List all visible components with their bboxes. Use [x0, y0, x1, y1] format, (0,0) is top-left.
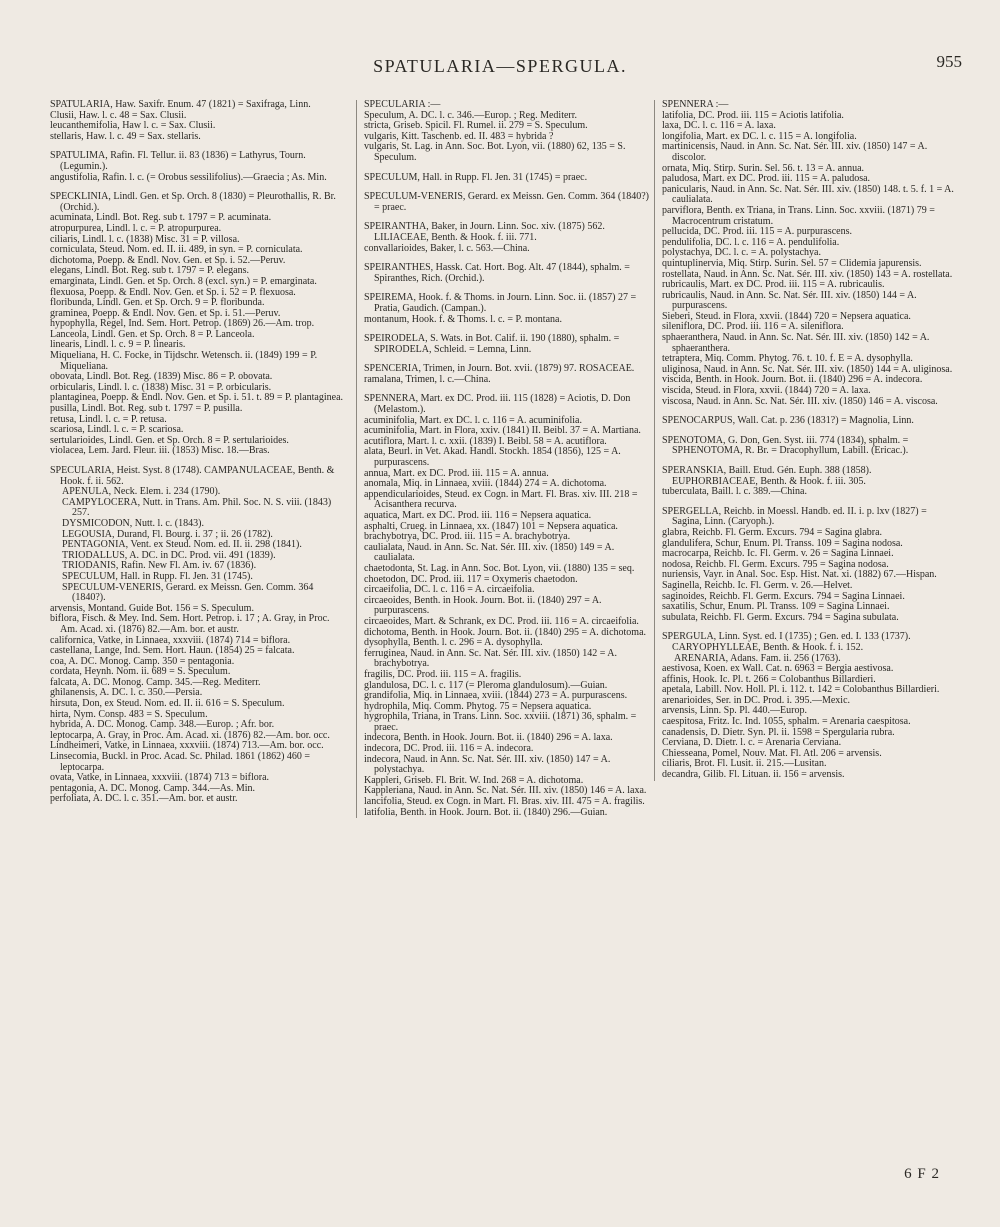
entry: hydrophila, Miq. Comm. Phytog. 75 = Nepsera aquatica. [364, 700, 592, 712]
entry: decandra, Gilib. Fl. Lituan. ii. 156 = arvensis. [662, 769, 845, 781]
entry: SPECULARIA, Heist. Syst. 8 (1748). CAMPANULACEAE, Benth. & Hook. f. ii. 562. [50, 465, 335, 487]
entry: appendicularioides, Steud. ex Cogn. in Mart. Fl. Bras. xiv. III. 218 = Acisanthera recurva. [364, 488, 638, 511]
entry: acuminata, Lindl. Bot. Reg. sub t. 1797 = P. acuminata. [50, 212, 272, 224]
entry: Lanceola, Lindl. Gen. et Sp. Orch. 8 = P. Lanceola. [50, 328, 255, 340]
entry: ghilanensis, A. DC. l. c. 350.—Persia. [50, 687, 203, 699]
entry: paludosa, Mart. ex DC. Prod. iii. 115 = A. paludosa. [662, 173, 871, 185]
entry: ciliaris, Brot. Fl. Lusit. ii. 215.—Lusitan. [662, 758, 827, 770]
entry: grandifolia, Miq. in Linnaea, xviii. (1844) 273 = A. purpurascens. [364, 690, 628, 702]
entry: SPECKLINIA, Lindl. Gen. et Sp. Orch. 8 (1830) = Pleurothallis, R. Br. (Orchid.). [50, 191, 336, 213]
entry: APENULA, Neck. Elem. i. 234 (1790). [62, 486, 221, 498]
entry: Kappleri, Griseb. Fl. Brit. W. Ind. 268 = A. dichotoma. [364, 774, 584, 786]
entry: elegans, Lindl. Bot. Reg. sub t. 1797 = P. elegans. [50, 265, 249, 277]
entry: Chiesseana, Pomel, Nouv. Mat. Fl. Atl. 206 = arvensis. [662, 747, 882, 759]
entry: perfoliata, A. DC. l. c. 351.—Am. bor. et austr. [50, 793, 238, 805]
entry: orbicularis, Lindl. l. c. (1838) Misc. 31 = P. orbicularis. [50, 381, 272, 393]
entry: SPECULUM-VENERIS, Gerard. ex Meissn. Gen. Comm. 364 (1840?) = praec. [364, 191, 649, 213]
entry: acuminifolia, Mart. ex DC. l. c. 116 = A. acuminifolia. [364, 414, 582, 426]
page-header [0, 0, 1000, 90]
entry: TRIODANIS, Rafin. New Fl. Am. iv. 67 (1836). [62, 560, 257, 572]
entry: leucanthemifolia, Haw l. c. = Sax. Clusii. [50, 120, 216, 132]
entry: glandulifera, Schur, Enum. Pl. Transs. 109 = Sagina nodosa. [662, 537, 903, 549]
entry: obovata, Lindl. Bot. Reg. (1839) Misc. 86 = P. obovata. [50, 371, 273, 383]
entry: TRIODALLUS, A. DC. in DC. Prod. vii. 491 (1839). [62, 549, 276, 561]
entry: tuberculata, Baill. l. c. 389.—China. [662, 486, 807, 498]
entry: circaeoides, Mart. & Schrank, ex DC. Prod. iii. 116 = A. circaeifolia. [364, 615, 639, 627]
entry: saginoides, Reichb. Fl. Germ. Excurs. 794 = Sagina Linnaei. [662, 590, 905, 602]
entry: dichotoma, Poepp. & Endl. Nov. Gen. et Sp. i. 52.—Peruv. [50, 254, 286, 266]
entry: cordata, Heynh. Nom. ii. 689 = S. Speculum. [50, 666, 231, 678]
entry: falcata, A. DC. Monog. Camp. 345.—Reg. Mediterr. [50, 676, 261, 688]
entry: LEGOUSIA, Durand, Fl. Bourg. i. 37 ; ii. 26 (1782). [62, 528, 273, 540]
entry: macrocarpa, Reichb. Ic. Fl. Germ. v. 26 = Sagina Linnaei. [662, 548, 894, 560]
entry: ramalana, Trimen, l. c.—China. [364, 373, 491, 385]
running-title: SPATULARIA—SPERGULA. [373, 56, 627, 76]
column-1 [50, 100, 346, 805]
entry: linearis, Lindl. l. c. 9 = P. linearis. [50, 339, 186, 351]
entry: uliginosa, Naud. in Ann. Sc. Nat. Sér. III. xiv. (1850) 144 = A. uliginosa. [662, 363, 953, 375]
entry: convallarioides, Baker, l. c. 563.—China. [364, 242, 530, 254]
entry: Linsecomia, Buckl. in Proc. Acad. Sc. Philad. 1861 (1862) 460 = leptocarpa. [50, 751, 311, 773]
entry: hirta, Nym. Consp. 483 = S. Speculum. [50, 708, 208, 720]
entry: caespitosa, Fritz. Ic. Ind. 1055, sphalm. = Arenaria caespitosa. [662, 716, 911, 728]
entry: apetala, Labill. Nov. Holl. Pl. i. 112. t. 142 = Colobanthus Billardieri. [662, 684, 940, 696]
entry: pentagonia, A. DC. Monog. Camp. 344.—As. Min. [50, 782, 255, 794]
entry: hybrida, A. DC. Monog. Camp. 348.—Europ. ; Afr. bor. [50, 719, 275, 731]
entry: SPENNERA, Mart. ex DC. Prod. iii. 115 (1828) = Aciotis, D. Don (Melastom.). [364, 393, 631, 416]
entry: rubricaulis, Naud. in Ann. Sc. Nat. Sér. III. xiv. (1850) 144 = A. purpurascens. [662, 289, 917, 312]
entry: fragilis, DC. Prod. iii. 115 = A. fragilis. [364, 668, 522, 680]
entry: Lindheimeri, Vatke, in Linnaea, xxxviii. (1874) 713.—Am. bor. occ. [50, 740, 324, 752]
entry: laxa, DC. l. c. 116 = A. laxa. [662, 120, 776, 132]
entry: ovata, Vatke, in Linnaea, xxxviii. (1874) 713 = biflora. [50, 772, 270, 784]
entry: glabra, Reichb. Fl. Germ. Excurs. 794 = Sagina glabra. [662, 526, 883, 538]
entry: sertularioides, Lindl. Gen. et Sp. Orch. 8 = P. sertularioides. [50, 434, 289, 446]
entry: SPENOTOMA, G. Don, Gen. Syst. iii. 774 (1834), sphalm. = SPHENOTOMA, R. Br. = Dracophyllum, Labill. (Ericac.). [662, 434, 909, 457]
entry: glandulosa, DC. l. c. 117 (= Pleroma glandulosum).—Guian. [364, 679, 608, 691]
entry: SPENNERA :— [662, 99, 729, 110]
entry: vulgaris, St. Lag. in Ann. Soc. Bot. Lyon, vii. (1880) 62, 135 = S. Speculum. [364, 141, 626, 163]
entry: nodosa, Reichb. Fl. Germ. Excurs. 795 = Sagina nodosa. [662, 558, 889, 570]
entry: flexuosa, Poepp. & Endl. Nov. Gen. et Sp. i. 52 = P. flexuosa. [50, 286, 296, 298]
entry: SPENOCARPUS, Wall. Cat. p. 236 (1831?) = Magnolia, Linn. [662, 415, 914, 427]
entry: Saginella, Reichb. Ic. Fl. Germ. v. 26.—Helvet. [662, 579, 853, 591]
entry: acuminifolia, Mart. in Flora, xxiv. (1841) II. Beibl. 37 = A. Martiana. [364, 425, 641, 437]
entry: nuriensis, Vayr. in Anal. Soc. Esp. Hist. Nat. xi. (1882) 67.—Hispan. [662, 569, 937, 581]
entry: brachybotrya, DC. Prod. iii. 115 = A. brachybotrya. [364, 531, 571, 543]
entry: floribunda, Lindl. Gen. et Sp. Orch. 9 = P. floribunda. [50, 297, 265, 309]
column-3 [654, 100, 956, 781]
entry: indecora, DC. Prod. iii. 116 = A. indecora. [364, 743, 534, 755]
entry: angustifolia, Rafin. l. c. (= Orobus sessilifolius).—Graecia ; As. Min. [50, 171, 327, 183]
column-2 [356, 100, 650, 818]
entry: graminea, Poepp. & Endl. Nov. Gen. et Sp. i. 51.—Peruv. [50, 307, 281, 319]
entry: SPECULUM, Hall. in Rupp. Fl. Jen. 31 (1745). [62, 570, 253, 582]
entry: leptocarpa, A. Gray, in Proc. Am. Acad. xi. (1876) 82.—Am. bor. occ. [50, 729, 330, 741]
entry: californica, Vatke, in Linnaea, xxxviii. (1874) 714 = biflora. [50, 634, 291, 646]
entry: SPATULIMA, Rafin. Fl. Tellur. ii. 83 (1836) = Lathyrus, Tourn. (Legumin.). [50, 150, 306, 172]
entry: ornata, Miq. Stirp. Surin. Sel. 56. t. 13 = A. annua. [662, 162, 865, 174]
entry: tetraptera, Miq. Comm. Phytog. 76. t. 10. f. E = A. dysophylla. [662, 353, 913, 365]
entry: alata, Beurl. in Vet. Akad. Handl. Stockh. 1854 (1856), 125 = A. purpurascens. [364, 446, 621, 469]
entry: asphalti, Crueg. in Linnaea, xx. (1847) 101 = Nepsera aquatica. [364, 520, 618, 532]
entry: pellucida, DC. Prod. iii. 115 = A. purpurascens. [662, 226, 852, 238]
entry: viscosa, Naud. in Ann. Sc. Nat. Sér. III. xiv. (1850) 146 = A. viscosa. [662, 395, 938, 407]
entry: SPEIRODELA, S. Wats. in Bot. Calif. ii. 190 (1880), sphalm. = SPIRODELA, Schleid. = Lemna, Linn. [364, 333, 620, 355]
entry: SPERANSKIA, Baill. Etud. Gén. Euph. 388 (1858). EUPHORBIACEAE, Benth. & Hook. f. iii. 305. [662, 465, 872, 487]
entry: latifolia, Benth. in Hook. Journ. Bot. ii. (1840) 296.—Guian. [364, 806, 608, 818]
entry: Speculum, A. DC. l. c. 346.—Europ. ; Reg. Mediterr. [364, 109, 578, 121]
entry: caulialata, Naud. in Ann. Sc. Nat. Sér. III. xiv. (1850) 149 = A. caulialata. [364, 541, 615, 564]
entry: choetodon, DC. Prod. iii. 117 = Oxymeris chaetodon. [364, 573, 578, 585]
entry: PENTAGONIA, Vent. ex Steud. Nom. ed. II. ii. 298 (1841). [62, 539, 302, 551]
entry: SPERGULA, Linn. Syst. ed. I (1735) ; Gen. ed. I. 133 (1737). CARYOPHYLLEAE, Benth. & Hook. f. i. 152. [662, 631, 911, 653]
entry: arvensis, Linn. Sp. Pl. 440.—Europ. [662, 705, 807, 717]
entry: sileniflora, DC. Prod. iii. 116 = A. sileniflora. [662, 321, 844, 333]
entry: lancifolia, Steud. ex Cogn. in Mart. Fl. Bras. xiv. III. 475 = A. fragilis. [364, 796, 645, 808]
entry: polystachya, DC. l. c. = A. polystachya. [662, 247, 821, 259]
entry: affinis, Hook. Ic. Pl. t. 266 = Colobanthus Billardieri. [662, 673, 876, 685]
entry: anomala, Miq. in Linnaea, xviii. (1844) 274 = A. dichotoma. [364, 478, 607, 490]
entry: hygrophila, Triana, in Trans. Linn. Soc. xxviii. (1871) 36, sphalm. = praec. [364, 711, 637, 733]
entry: dysophylla, Benth. l. c. 296 = A. dysophylla. [364, 637, 543, 649]
entry: scariosa, Lindl. l. c. = P. scariosa. [50, 424, 184, 436]
entry: aestivosa, Koen. ex Wall. Cat. n. 6963 = Bergia aestivosa. [662, 663, 894, 675]
entry: viscida, Steud. in Flora, xxvii. (1844) 720 = A. laxa. [662, 385, 871, 397]
entry: montanum, Hook. f. & Thoms. l. c. = P. montana. [364, 313, 562, 325]
entry: plantaginea, Poepp. & Endl. Nov. Gen. et Sp. i. 51. t. 89 = P. plantaginea. [50, 392, 344, 404]
entry: emarginata, Lindl. Gen. et Sp. Orch. 8 (excl. syn.) = P. emarginata. [50, 275, 317, 287]
entry: SPECULUM, Hall. in Rupp. Fl. Jen. 31 (1745) = praec. [364, 171, 588, 183]
entry: atropurpurea, Lindl. l. c. = P. atropurpurea. [50, 222, 222, 234]
entry: rostellata, Naud. in Ann. Sc. Nat. Sér. III. xiv. (1850) 143 = A. rostellata. [662, 268, 953, 280]
entry: ARENARIA, Adans. Fam. ii. 256 (1763). [674, 652, 841, 664]
entry: SPECULARIA :— [364, 99, 441, 110]
entry: arenarioides, Ser. in DC. Prod. i. 395.—Mexic. [662, 694, 851, 706]
entry: violacea, Lem. Jard. Fleur. iii. (1853) Misc. 18.—Bras. [50, 445, 270, 457]
entry: dichotoma, Benth. in Hook. Journ. Bot. ii. (1840) 295 = A. dichotoma. [364, 626, 647, 638]
entry: SPERGELLA, Reichb. in Moessl. Handb. ed. II. i. p. lxv (1827) = Sagina, Linn. (Caryoph.). [662, 505, 927, 528]
entry: SPEIRANTHA, Baker, in Journ. Linn. Soc. xiv. (1875) 562. LILIACEAE, Benth. & Hook. f. iii. 771. [364, 221, 605, 243]
entry: coa, A. DC. Monog. Camp. 350 = pentagonia. [50, 655, 235, 667]
entry: corniculata, Steud. Nom. ed. II. ii. 489, in syn. = P. corniculata. [50, 244, 303, 256]
entry: vulgaris, Kitt. Taschenb. ed. II. 483 = hybrida ? [364, 130, 554, 142]
entry: indecora, Benth. in Hook. Journ. Bot. ii. (1840) 296 = A. laxa. [364, 732, 613, 744]
entry: ciliaris, Lindl. l. c. (1838) Misc. 31 = P. villosa. [50, 233, 240, 245]
entry: sphaeranthera, Naud. in Ann. Sc. Nat. Sér. III. xiv. (1850) 142 = A. sphaeranthera. [662, 332, 930, 354]
entry: viscida, Benth. in Hook. Journ. Bot. ii. (1840) 296 = A. indecora. [662, 374, 923, 386]
entry: stellaris, Haw. l. c. 49 = Sax. stellaris. [50, 130, 201, 142]
entry: Kappleriana, Naud. in Ann. Sc. Nat. Sér. III. xiv. (1850) 146 = A. laxa. [364, 785, 647, 797]
entry: SPECULUM-VENERIS, Gerard. ex Meissn. Gen. Comm. 364 (1840?). [62, 581, 314, 604]
entry: chaetodonta, St. Lag. in Ann. Soc. Bot. Lyon, vii. (1880) 135 = seq. [364, 562, 635, 574]
entry: Sieberi, Steud. in Flora, xxvii. (1844) 720 = Nepsera aquatica. [662, 310, 911, 322]
entry: SPEIREMA, Hook. f. & Thoms. in Journ. Linn. Soc. ii. (1857) 27 = Pratia, Gaudich. (Campan.). [364, 292, 637, 314]
entry: circaeifolia, DC. l. c. 116 = A. circaeifolia. [364, 584, 535, 596]
signature-mark: 6 F 2 [904, 1166, 940, 1182]
entry: martinicensis, Naud. in Ann. Sc. Nat. Sér. III. xiv. (1850) 147 = A. discolor. [662, 141, 928, 163]
entry: rubricaulis, Mart. ex DC. Prod. iii. 115 = A. rubricaulis. [662, 279, 885, 291]
entry: circaeoides, Benth. in Hook. Journ. Bot. ii. (1840) 297 = A. purpurascens. [364, 594, 602, 617]
entry: CAMPYLOCERA, Nutt. in Trans. Am. Phil. Soc. N. S. viii. (1843) 257. [62, 496, 332, 519]
entry: latifolia, DC. Prod. iii. 115 = Aciotis latifolia. [662, 109, 844, 121]
entry: stricta, Griseb. Spicil. Fl. Rumel. ii. 279 = S. Speculum. [364, 120, 588, 132]
entry: arvensis, Montand. Guide Bot. 156 = S. Speculum. [50, 602, 254, 614]
entry: indecora, Naud. in Ann. Sc. Nat. Sér. III. xiv. (1850) 147 = A. polystachya. [364, 753, 611, 776]
entry: DYSMICODON, Nutt. l. c. (1843). [62, 517, 204, 529]
entry: Clusii, Haw. l. c. 48 = Sax. Clusii. [50, 109, 187, 121]
entry: aquatica, Mart. ex DC. Prod. iii. 116 = Nepsera aquatica. [364, 510, 592, 521]
entry: hypophylla, Regel, Ind. Sem. Hort. Petrop. (1869) 26.—Am. trop. [50, 318, 315, 330]
entry: pusilla, Lindl. Bot. Reg. sub t. 1797 = P. pusilla. [50, 403, 243, 415]
entry: retusa, Lindl. l. c. = P. retusa. [50, 413, 167, 425]
page-number: 955 [936, 52, 962, 71]
entry: parviflora, Benth. ex Triana, in Trans. Linn. Soc. xxviii. (1871) 79 = Macrocentrum cristatum. [662, 204, 935, 227]
entry: annua, Mart. ex DC. Prod. iii. 115 = A. annua. [364, 467, 549, 479]
entry: quintuplinervia, Miq. Stirp. Surin. Sel. 57 = Clidemia japurensis. [662, 257, 922, 269]
entry: SPEIRANTHES, Hassk. Cat. Hort. Bog. Alt. 47 (1844), sphalm. = Spiranthes, Rich. (Orchid.). [364, 262, 630, 284]
entry: ferruginea, Naud. in Ann. Sc. Nat. Sér. III. xiv. (1850) 142 = A. brachybotrya. [364, 647, 617, 670]
entry: Miqueliana, H. C. Focke, in Tijdschr. Wetensch. ii. (1849) 199 = P. Miqueliana. [50, 350, 318, 372]
entry: panicularis, Naud. in Ann. Sc. Nat. Sér. III. xiv. (1850) 148. t. 5. f. 1 = A. caulialata. [662, 183, 954, 206]
entry: acutiflora, Mart. l. c. xxii. (1839) I. Beibl. 58 = A. acutiflora. [364, 435, 607, 447]
entry: subulata, Reichb. Fl. Germ. Excurs. 794 = Sagina subulata. [662, 611, 899, 623]
entry: pendulifolia, DC. l. c. 116 = A. pendulifolia. [662, 236, 840, 248]
entry: hirsuta, Don, ex Steud. Nom. ed. II. ii. 616 = S. Speculum. [50, 698, 285, 710]
entry: castellana, Lange, Ind. Sem. Hort. Haun. (1854) 25 = falcata. [50, 645, 295, 657]
entry: SPATULARIA, Haw. Saxifr. Enum. 47 (1821) = Saxifraga, Linn. [50, 99, 311, 110]
entry: saxatilis, Schur, Enum. Pl. Transs. 109 = Sagina Linnaei. [662, 601, 890, 613]
entry: canadensis, D. Dietr. Syn. Pl. ii. 1598 = Spergularia rubra. [662, 726, 895, 738]
entry: Cerviana, D. Dietr. l. c. = Arenaria Cerviana. [662, 737, 842, 749]
entry: longifolia, Mart. ex DC. l. c. 115 = A. longifolia. [662, 130, 857, 142]
entry: SPENCERIA, Trimen, in Journ. Bot. xvii. (1879) 97. ROSACEAE. [364, 363, 635, 375]
entry: biflora, Fisch. & Mey. Ind. Sem. Hort. Petrop. i. 17 ; A. Gray, in Proc. Am. Acad. xi. (1876) 82.—Am. bor. et austr. [50, 613, 330, 635]
